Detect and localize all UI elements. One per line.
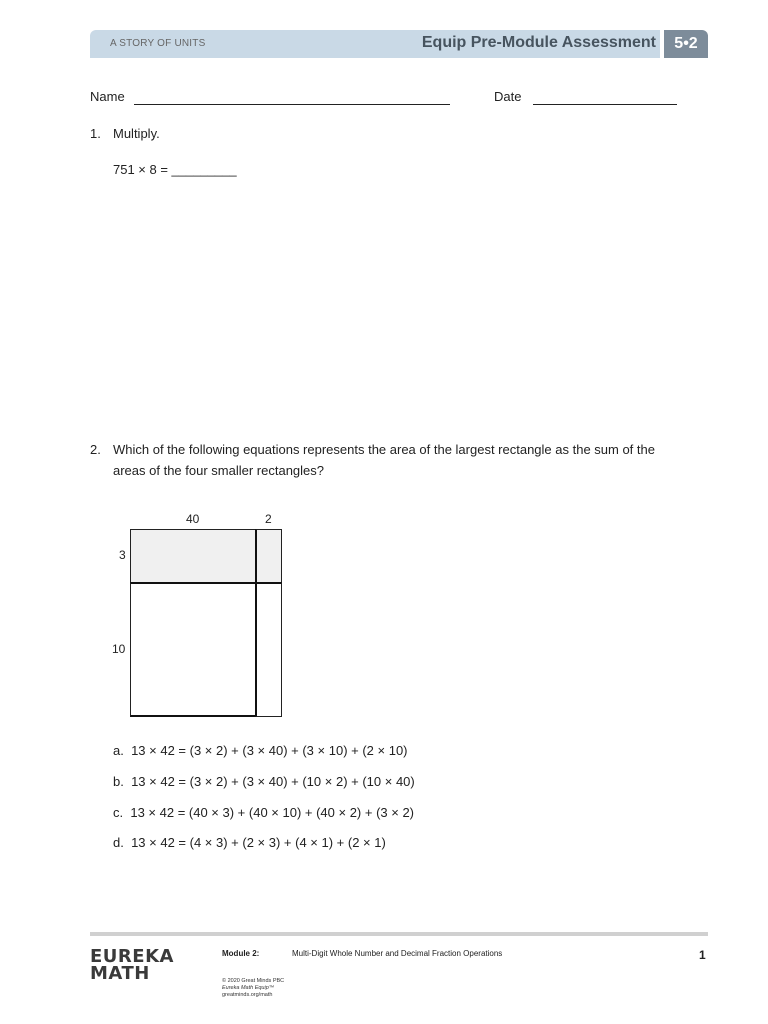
question-1-number: 1.	[90, 126, 101, 141]
option-d-text: 13 × 42 = (4 × 3) + (2 × 3) + (4 × 1) + (2 × 1)	[131, 835, 386, 850]
module-title: Multi-Digit Whole Number and Decimal Fraction Operations	[292, 949, 503, 958]
question-1-problem: 751 × 8 = _________	[113, 162, 237, 177]
option-c-text: 13 × 42 = (40 × 3) + (40 × 10) + (40 × 2) + (3 × 2)	[130, 805, 415, 820]
name-label: Name	[90, 89, 125, 104]
brand: Eureka Math Equip™	[222, 985, 275, 991]
option-a-text: 13 × 42 = (3 × 2) + (3 × 40) + (3 × 10) + (2 × 10)	[131, 743, 408, 758]
page-title: Equip Pre-Module Assessment	[421, 34, 656, 51]
page-number: 1	[699, 948, 706, 962]
question-1-prompt: Multiply.	[113, 126, 160, 141]
copyright: © 2020 Great Minds PBC	[222, 978, 285, 984]
question-2-prompt-line-2: areas of the four smaller rectangles?	[113, 463, 324, 478]
option-d[interactable]	[113, 835, 386, 850]
rect-10-by-2	[255, 582, 282, 717]
option-c-letter: c.	[113, 805, 124, 820]
logo-line-1: EUREKA	[90, 946, 174, 967]
footer-url: greatminds.org/math	[222, 992, 273, 998]
option-c[interactable]	[113, 805, 414, 820]
series-label: A STORY OF UNITS	[110, 38, 206, 49]
module-badge: 5•2	[664, 30, 708, 58]
date-field[interactable]	[533, 104, 677, 105]
footer-credits	[222, 978, 284, 999]
eureka-math-logo	[90, 948, 174, 982]
side-label-10: 10	[112, 642, 126, 656]
option-b-letter: b.	[113, 774, 124, 789]
date-label: Date	[494, 89, 522, 104]
question-2-prompt-line-1: Which of the following equations represents the area of the largest rectangle as the sum of the	[113, 442, 655, 457]
rect-10-by-40	[130, 582, 257, 717]
module-label: Module 2:	[222, 949, 260, 958]
logo-line-2: MATH	[90, 963, 150, 984]
option-a[interactable]	[113, 743, 408, 758]
top-label-2: 2	[265, 512, 272, 526]
name-field[interactable]	[134, 104, 450, 105]
option-d-letter: d.	[113, 835, 124, 850]
header-banner	[90, 30, 708, 58]
option-b-text: 13 × 42 = (3 × 2) + (3 × 40) + (10 × 2) + (10 × 40)	[131, 774, 415, 789]
area-model-diagram	[100, 505, 300, 725]
footer-rule	[90, 932, 708, 936]
rect-3-by-40	[130, 529, 257, 584]
question-2-number: 2.	[90, 442, 101, 457]
option-b[interactable]	[113, 774, 415, 789]
top-label-40: 40	[186, 512, 200, 526]
option-a-letter: a.	[113, 743, 124, 758]
rect-3-by-2	[255, 529, 282, 584]
side-label-3: 3	[119, 548, 126, 562]
